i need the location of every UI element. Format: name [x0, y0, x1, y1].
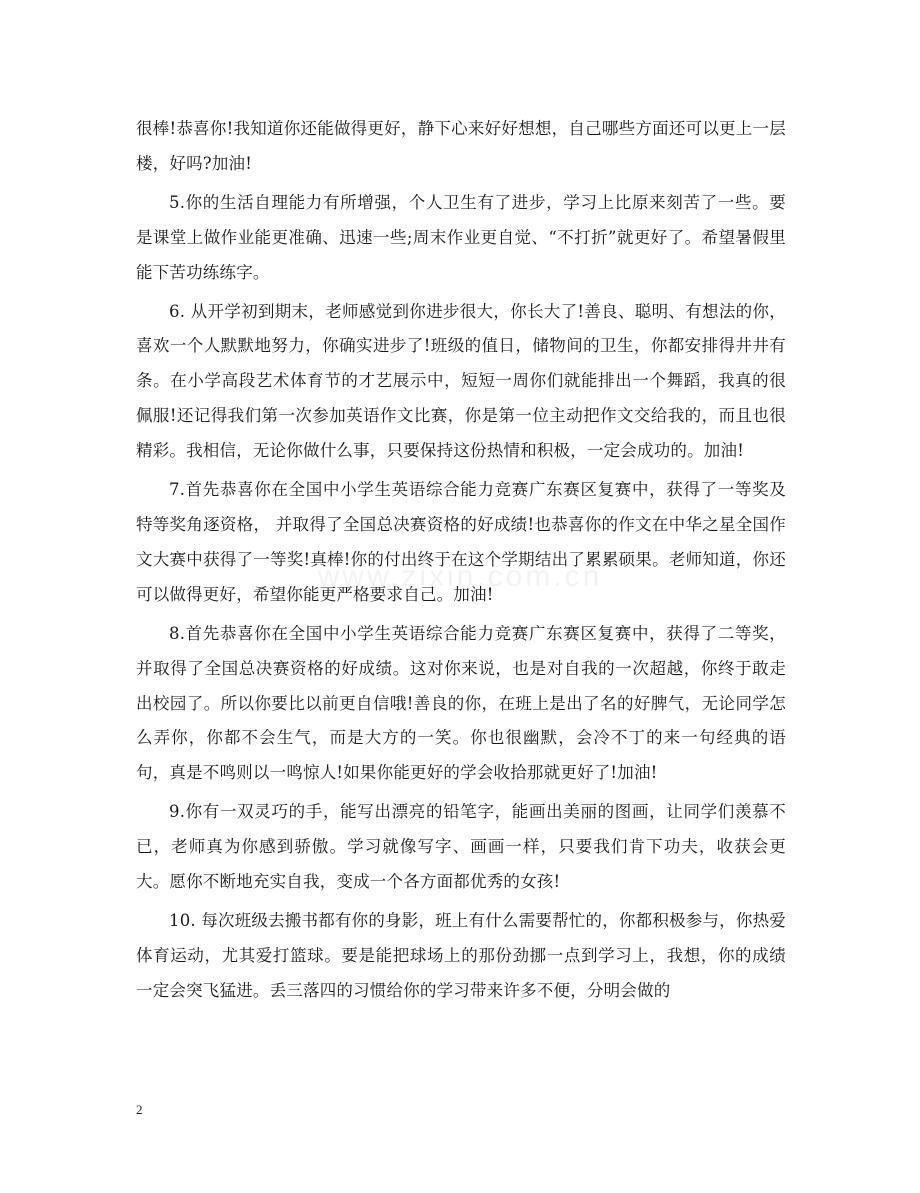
- paragraph-7: 7.首先恭喜你在全国中小学生英语综合能力竞赛广东赛区复赛中，获得了一等奖及特等奖角逐资格， 并取得了全国总决赛资格的好成绩!也恭喜你的作文在中华之星全国作文大赛中获得了一等奖!真棒!你的付出终于在这个学期结出了累累硕果。老师知道，你还可以做得更好，希望你能更严格要求自己。加油!: [136, 480, 786, 604]
- paragraph-continued: 很棒!恭喜你!我知道你还能做得更好，静下心来好好想想，自己哪些方面还可以更上一层楼，好吗?加油!: [136, 119, 786, 173]
- body-text: [136, 112, 786, 1013]
- paragraph-6: 6. 从开学初到期末，老师感觉到你进步很大，你长大了!善良、聪明、有想法的你，喜欢一个人默默地努力，你确实进步了!班级的值日，储物间的卫生，你都安排得井井有条。在小学高段艺术体育节的才艺展示中，短短一周你们就能排出一个舞蹈，我真的很佩服!还记得我们第一次参加英语作文比赛，你是第一位主动把作文交给我的，而且也很精彩。我相信，无论你做什么事，只要保持这份热情和积极，一定会成功的。加油!: [136, 301, 786, 461]
- page-number: 2: [136, 1102, 143, 1117]
- paragraph-8: 8.首先恭喜你在全国中小学生英语综合能力竞赛广东赛区复赛中，获得了二等奖， 并取得了全国总决赛资格的好成绩。这对你来说，也是对自我的一次超越，你终于敢走出校园了。所以你要比以前更自信哦!善良的你，在班上是出了名的好脾气，无论同学怎么弄你，你都不会生气，而是大方的一笑。你也很幽默，会冷不丁的来一句经典的语句，真是不鸣则以一鸣惊人!如果你能更好的学会收拾那就更好了!加油!: [136, 623, 786, 783]
- paragraph-9: 9.你有一双灵巧的手，能写出漂亮的铅笔字，能画出美丽的图画，让同学们羡慕不已，老师真为你感到骄傲。学习就像写字、画画一样，只要我们肯下功夫，收获会更大。愿你不断地充实自我，变成一个各方面都优秀的女孩!: [136, 802, 786, 892]
- paragraph-5: 5.你的生活自理能力有所增强，个人卫生有了进步，学习上比原来刻苦了一些。要是课堂上做作业能更准确、迅速一些;周末作业更自觉、“不打折”就更好了。希望暑假里能下苦功练练字。: [136, 192, 786, 282]
- watermark-text: www.zixin.com.cn: [317, 560, 603, 593]
- paragraph-10: 10. 每次班级去搬书都有你的身影，班上有什么需要帮忙的，你都积极参与，你热爱体育运动，尤其爱打篮球。要是能把球场上的那份劲挪一点到学习上，我想，你的成绩一定会突飞猛进。丢三落四的习惯给你的学习带来许多不便，分明会做的: [136, 910, 786, 1000]
